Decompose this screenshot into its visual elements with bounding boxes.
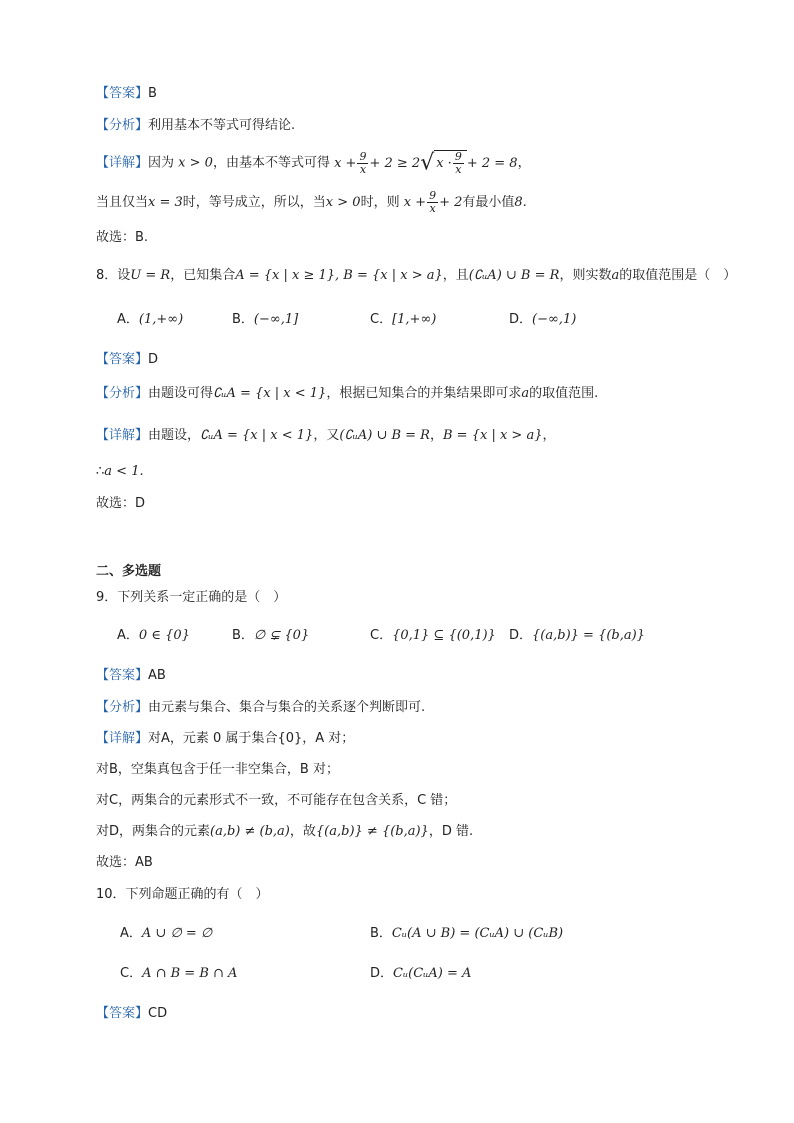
math-sets: A = {x | x ≥ 1}, B = {x | x > a} bbox=[235, 268, 443, 283]
math-inequality: x + $\frac{9}{x}$ + 2 ≥ 2√ x · $\frac{9}{x}$ + 2 = 8 bbox=[334, 149, 518, 176]
math-condition: x > 0 bbox=[325, 195, 361, 210]
text: ，则实数 bbox=[559, 268, 612, 283]
option-label: A． bbox=[117, 628, 139, 643]
option-label: D． bbox=[509, 628, 533, 643]
option-label: B． bbox=[370, 926, 392, 941]
analysis-tag: 【分析】 bbox=[96, 386, 149, 401]
choice-text: 故选：AB bbox=[96, 855, 153, 870]
option-label: B． bbox=[232, 312, 254, 327]
q7-analysis bbox=[96, 116, 295, 136]
option-label: D． bbox=[370, 966, 394, 981]
q9-choice bbox=[96, 853, 153, 873]
math-eq: x = 3 bbox=[148, 195, 183, 210]
q9-detail-1 bbox=[96, 729, 354, 749]
option-value: [1,+∞) bbox=[392, 312, 437, 327]
detail-text: 对C，两集合的元素形式不一致，不可能存在包含关系，C 错； bbox=[96, 793, 457, 808]
q7-answer bbox=[96, 84, 157, 104]
q8-detail bbox=[96, 426, 555, 446]
text: ， bbox=[429, 428, 443, 443]
answer-tag: 【答案】 bbox=[96, 1006, 149, 1021]
q10-option-d bbox=[370, 964, 471, 984]
stem-text: 10．下列命题正确的有（ ） bbox=[96, 887, 269, 902]
q8-option-c bbox=[370, 310, 436, 330]
text: ，由基本不等式可得 bbox=[212, 155, 330, 171]
analysis-tag: 【分析】 bbox=[96, 118, 149, 133]
therefore-symbol: ∴ bbox=[96, 464, 105, 479]
math-expr: (a,b) ≠ (b,a) bbox=[210, 824, 290, 839]
math-var: a bbox=[611, 268, 620, 283]
option-value: {0,1} ⊆ {(0,1)} bbox=[392, 628, 496, 643]
text: ，故 bbox=[289, 824, 316, 839]
math-expression: x + $\frac{9}{x}$ + 2 bbox=[403, 189, 463, 215]
q8-option-d bbox=[509, 310, 576, 330]
text: 因为 bbox=[148, 155, 175, 171]
text: 的取值范围是（ ） bbox=[619, 268, 737, 283]
text: ，根据已知集合的并集结果即可求 bbox=[326, 386, 522, 401]
q8-therefore bbox=[96, 462, 144, 482]
math-universe: U = R bbox=[130, 268, 171, 283]
math-union: (∁ᵤA) ∪ B = R bbox=[339, 428, 430, 443]
math-condition: x > 0 bbox=[178, 155, 213, 171]
q10-stem bbox=[96, 885, 269, 905]
option-label: C． bbox=[370, 312, 393, 327]
detail-text: 对A，元素 0 属于集合{0}，A 对； bbox=[148, 731, 355, 746]
q10-option-c bbox=[120, 964, 237, 984]
text: 有最小值 bbox=[462, 195, 515, 210]
option-value: (1,+∞) bbox=[138, 312, 184, 327]
math-result: a < 1. bbox=[104, 464, 144, 479]
text: ，且 bbox=[442, 268, 469, 283]
text: 8．设 bbox=[96, 268, 131, 283]
q7-detail-line1 bbox=[96, 150, 531, 176]
answer-value: B bbox=[148, 86, 157, 101]
option-label: A． bbox=[117, 312, 139, 327]
q10-option-a bbox=[120, 924, 212, 944]
text: 由题设， bbox=[148, 428, 201, 443]
q8-choice bbox=[96, 494, 145, 514]
detail-text: 对B，空集真包含于任一非空集合，B 对； bbox=[96, 762, 339, 777]
option-value: A ∪ ∅ = ∅ bbox=[141, 926, 213, 941]
option-value: Cᵤ(A ∪ B) = (CᵤA) ∪ (CᵤB) bbox=[391, 926, 564, 941]
detail-tag: 【详解】 bbox=[96, 731, 149, 746]
text: 的取值范围. bbox=[529, 386, 599, 401]
q9-detail-3 bbox=[96, 791, 456, 811]
text: ，又 bbox=[313, 428, 340, 443]
q9-detail-2 bbox=[96, 760, 339, 780]
analysis-text: 利用基本不等式可得结论. bbox=[148, 118, 296, 133]
detail-tag: 【详解】 bbox=[96, 155, 149, 171]
option-value: (−∞,1) bbox=[532, 312, 577, 327]
answer-tag: 【答案】 bbox=[96, 86, 149, 101]
option-value: {(a,b)} = {(b,a)} bbox=[532, 628, 645, 643]
choice-text: 故选：B. bbox=[96, 230, 149, 245]
q7-choice bbox=[96, 228, 148, 248]
text: 当且仅当 bbox=[96, 195, 149, 210]
option-value: (−∞,1] bbox=[253, 312, 299, 327]
q8-option-b bbox=[232, 310, 298, 330]
option-value: ∅ ⊊ {0} bbox=[253, 628, 310, 643]
q9-option-a bbox=[117, 626, 190, 646]
math-set: ∁ᵤA = {x | x < 1} bbox=[213, 386, 327, 401]
math-expr: {(a,b)} ≠ {(b,a)} bbox=[315, 824, 429, 839]
math-set: B = {x | x > a} bbox=[443, 428, 543, 443]
math-union: (∁ᵤA) ∪ B = R bbox=[468, 268, 560, 283]
text: 时，等号成立，所以，当 bbox=[182, 195, 326, 210]
q9-option-d bbox=[509, 626, 645, 646]
q10-answer bbox=[96, 1004, 167, 1024]
math-min-value: 8. bbox=[514, 195, 527, 210]
q9-option-b bbox=[232, 626, 309, 646]
answer-value: D bbox=[148, 352, 159, 367]
option-label: B． bbox=[232, 628, 254, 643]
option-value: A ∩ B = B ∩ A bbox=[142, 966, 238, 981]
text: ，已知集合 bbox=[170, 268, 236, 283]
text: ，D 错. bbox=[428, 824, 474, 839]
answer-tag: 【答案】 bbox=[96, 668, 149, 683]
option-label: D． bbox=[509, 312, 533, 327]
q9-option-c bbox=[370, 626, 496, 646]
answer-value: CD bbox=[148, 1006, 168, 1021]
option-value: 0 ∈ {0} bbox=[138, 628, 190, 643]
choice-text: 故选：D bbox=[96, 496, 146, 511]
option-value: Cᵤ(CᵤA) = A bbox=[393, 966, 472, 981]
math-set: ∁ᵤA = {x | x < 1} bbox=[200, 428, 314, 443]
section-title-text: 二、多选题 bbox=[96, 564, 162, 579]
q8-stem bbox=[96, 266, 736, 286]
text: ， bbox=[517, 155, 531, 171]
q9-detail-4 bbox=[96, 822, 473, 842]
text: 由题设可得 bbox=[148, 386, 214, 401]
option-label: A． bbox=[120, 926, 142, 941]
q10-option-b bbox=[370, 924, 563, 944]
q8-option-a bbox=[117, 310, 183, 330]
option-label: C． bbox=[370, 628, 393, 643]
q7-detail-line2 bbox=[96, 190, 527, 215]
analysis-text: 由元素与集合、集合与集合的关系逐个判断即可. bbox=[148, 700, 426, 715]
text: 时，则 bbox=[360, 195, 400, 210]
answer-value: AB bbox=[148, 668, 166, 683]
analysis-tag: 【分析】 bbox=[96, 700, 149, 715]
section-title bbox=[96, 562, 161, 582]
q9-stem bbox=[96, 588, 286, 608]
math-var: a bbox=[521, 386, 530, 401]
q9-analysis bbox=[96, 698, 425, 718]
stem-text: 9．下列关系一定正确的是（ ） bbox=[96, 590, 287, 605]
text: 对D，两集合的元素 bbox=[96, 824, 211, 839]
text: ， bbox=[542, 428, 556, 443]
q8-answer bbox=[96, 350, 158, 370]
answer-tag: 【答案】 bbox=[96, 352, 149, 367]
detail-tag: 【详解】 bbox=[96, 428, 149, 443]
q8-analysis bbox=[96, 384, 598, 404]
option-label: C． bbox=[120, 966, 143, 981]
q9-answer bbox=[96, 666, 166, 686]
